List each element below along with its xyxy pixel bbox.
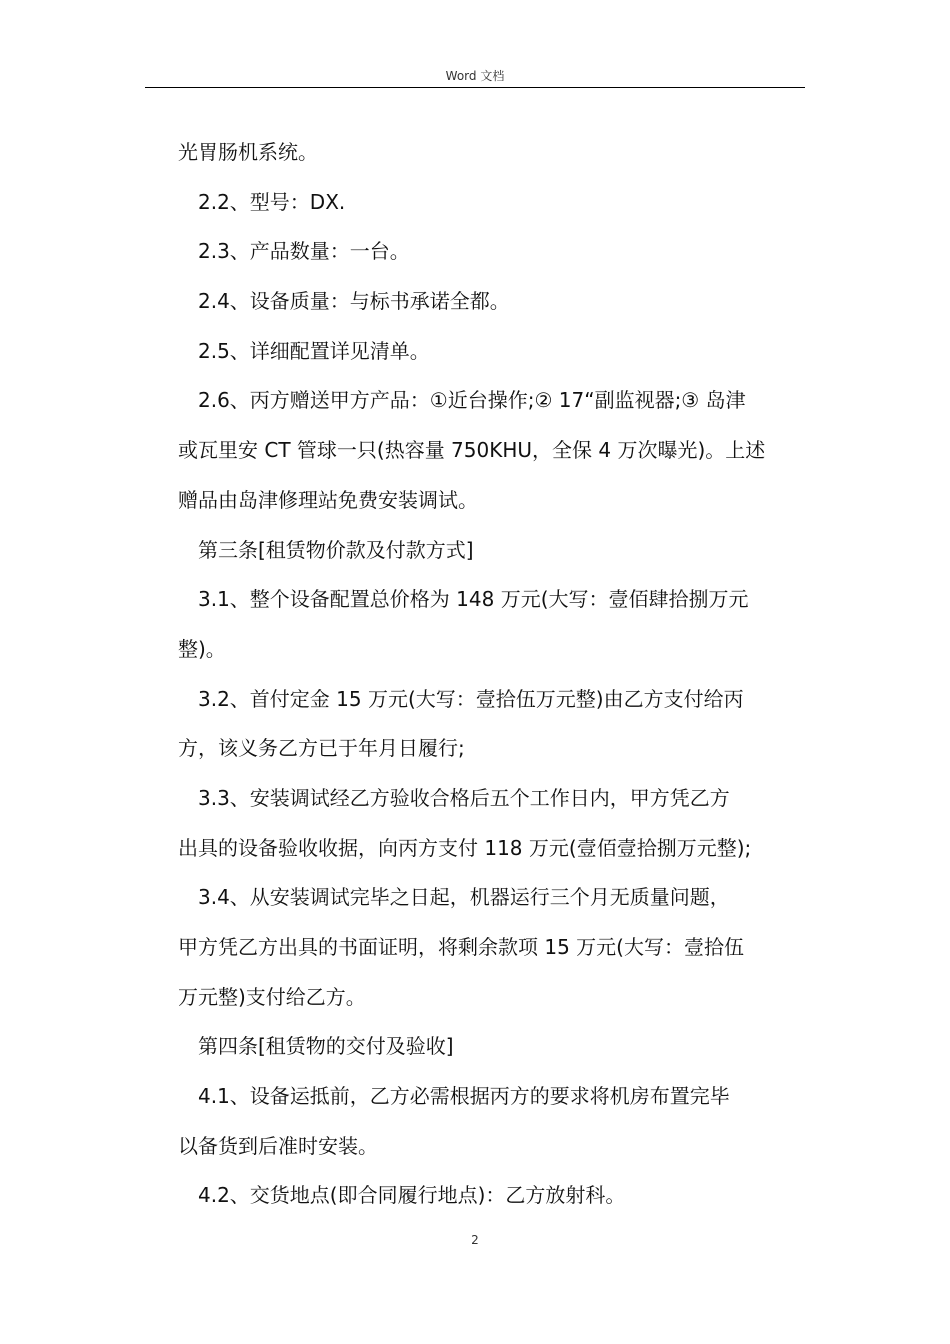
text-line: 方，该义务乙方已于年月日履行; <box>178 736 465 761</box>
text-line: 2.3、产品数量：一台。 <box>198 239 410 264</box>
text-line: 以备货到后准时安装。 <box>178 1133 378 1158</box>
text-line: 3.3、安装调试经乙方验收合格后五个工作日内，甲方凭乙方 <box>198 785 730 810</box>
page-number: 2 <box>471 1233 479 1247</box>
page-header-title: Word 文档 <box>445 69 505 83</box>
text-line: 光胃肠机系统。 <box>178 140 318 164</box>
section-heading: 第四条[租赁物的交付及验收] <box>198 1034 454 1059</box>
text-line: 3.1、整个设备配置总价格为 148 万元(大写：壹佰肆拾捌万元 <box>198 587 749 612</box>
text-line: 甲方凭乙方出具的书面证明，将剩余款项 15 万元(大写：壹拾伍 <box>178 935 744 959</box>
text-line: 4.1、设备运抵前，乙方必需根据丙方的要求将机房布置完毕 <box>198 1084 730 1109</box>
text-line: 2.5、详细配置详见清单。 <box>198 338 430 363</box>
text-line: 3.4、从安装调试完毕之日起，机器运行三个月无质量问题， <box>198 885 730 910</box>
text-line: 万元整)支付给乙方。 <box>178 984 366 1009</box>
text-line: 出具的设备验收收据，向丙方支付 118 万元(壹佰壹拾捌万元整); <box>178 835 752 860</box>
text-line: 2.4、设备质量：与标书承诺全都。 <box>198 289 510 314</box>
text-line: 2.2、型号：DX. <box>198 189 346 214</box>
document-body <box>178 128 808 1221</box>
text-line: 2.6、丙方赠送甲方产品：①近台操作;② 17“副监视器;③ 岛津 <box>198 388 746 413</box>
text-line: 3.2、首付定金 15 万元(大写：壹拾伍万元整)由乙方支付给丙 <box>198 686 744 711</box>
text-line: 或瓦里安 CT 管球一只(热容量 750KHU，全保 4 万次曝光)。上述 <box>178 438 766 463</box>
section-heading: 第三条[租赁物价款及付款方式] <box>198 537 474 562</box>
text-line: 整)。 <box>178 636 226 661</box>
text-line: 4.2、交货地点(即合同履行地点)：乙方放射科。 <box>198 1183 626 1208</box>
header-divider <box>145 87 805 88</box>
text-line: 赠品由岛津修理站免费安装调试。 <box>178 487 478 512</box>
